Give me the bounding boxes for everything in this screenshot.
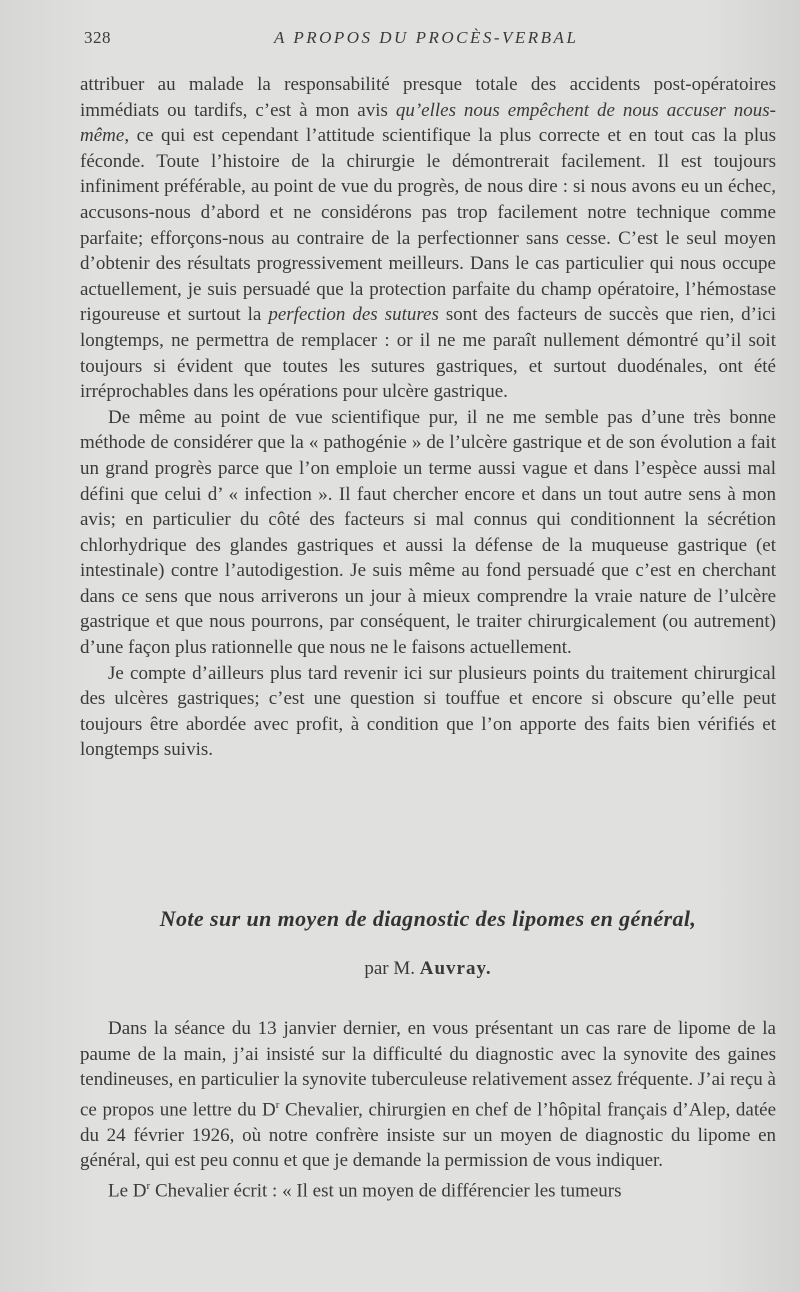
text-run: Le D (108, 1180, 147, 1202)
italic-text: perfection des sutures (268, 304, 439, 326)
text-run: Dans la séance du 13 janvier dernier, en vous présentant un cas rare de lipome de la paume de la main, j’ai insisté sur la difficulté du diagnostic avec la synovite des gaines tendineuses, en particulier la synovite tuberculeuse relativement assez fréquente. J’ai reçu à ce propos une lettre du D (80, 1018, 776, 1121)
text-run: , ce qui est cependant l’attitude scientifique la plus correcte et en tout cas la plus féconde. Toute l’histoire de la chirurgie le démontrerait facilement. Il est toujours infiniment préférable, au point de vue du progrès, de nous dire : si nous avons eu un échec, accusons-nous d’abord et ne considérons pas trop facilement notre technique comme parfaite; efforçons-nous au contraire de la perfectionner sans cesse. C’est le seul moyen d’obtenir des résultats progressivement meilleurs. Dans le cas particulier qui nous occupe actuellement, je suis persuadé que la protection parfaite du champ opératoire, l’hémostase rigoureuse et surtout la (80, 125, 776, 326)
superscript: r (275, 1098, 280, 1111)
byline (80, 958, 776, 980)
paragraph (80, 72, 776, 405)
note-text (80, 1016, 776, 1204)
running-title: A PROPOS DU PROCÈS-VERBAL (274, 28, 579, 47)
running-header (84, 28, 760, 54)
proces-verbal-text (80, 72, 776, 763)
paragraph (80, 1016, 776, 1174)
superscript: r (146, 1179, 151, 1192)
text-run: Chevalier écrit : « Il est un moyen de différencier les tumeurs (150, 1180, 622, 1202)
text-run: attribuer au malade la responsabilité presque totale des accidents post-opératoires immédiats ou tardifs, c’est à mon avis (80, 74, 776, 121)
paragraph: De même au point de vue scientifique pur, il ne me semble pas d’une très bonne méthode de considérer que la « pathogénie » de l’ulcère gastrique et de son évolution a fait un grand progrès parce que l’on emploie un terme aussi vague et dans l’espèce aussi mal défini que celui d’ « infection ». Il faut chercher encore et dans un tout autre sens à mon avis; en particulier du côté des facteurs si mal connus qui conditionnent la sécrétion chlorhydrique des glandes gastriques et aussi la défense de la muqueuse gastrique (et intestinale) contre l’autodigestion. Je suis même au fond persuadé que c’est en cherchant dans ce sens que nous arriverons un jour à mieux comprendre la vraie nature de l’ulcère gastrique et que nous pourrons, par conséquent, le traiter chirurgicalement (ou autrement) d’une façon plus rationnelle que nous ne le faisons actuellement. (80, 406, 776, 659)
paragraph (80, 1174, 776, 1204)
text-run: Chevalier, chirurgien en chef de l’hôpital français d’Alep, datée du 24 février 1926, où notre confrère insiste sur un moyen de diagnostic du lipome en général, qui est peu connu et que je demande la permission de vous indiquer. (80, 1099, 776, 1172)
byline-prefix: par M. (364, 958, 420, 979)
page-number: 328 (84, 28, 111, 47)
paragraph: Je compte d’ailleurs plus tard revenir ici sur plusieurs points du traitement chirurgical des ulcères gastriques; c’est une question si touffue et encore si obscure qu’elle peut toujours être abordée avec profit, à condition que l’on apporte des faits bien vérifiés et longtemps suivis. (80, 662, 776, 761)
italic-text: qu’elles nous empêchent de nous accuser nous-même (80, 99, 776, 147)
text-run: sont des facteurs de succès que rien, d’ici longtemps, ne permettra de remplacer : or il ne me paraît nullement démontré qu’il soit toujours si évident que toutes les sutures gastriques, et surtout duodénales, ont été irréprochables dans les opérations pour ulcère gastrique. (80, 304, 776, 403)
note-title: Note sur un moyen de diagnostic des lipomes en général, (159, 906, 697, 931)
author-name: Auvray. (419, 958, 492, 979)
